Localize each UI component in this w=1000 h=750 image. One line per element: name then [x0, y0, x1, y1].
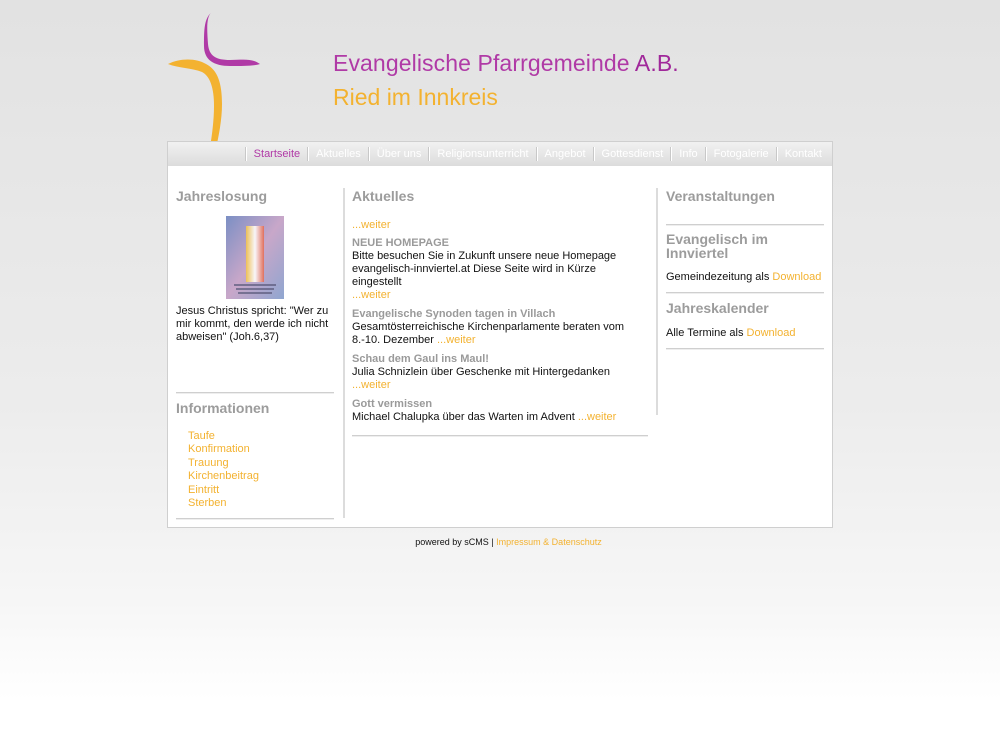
divider: [352, 435, 648, 437]
column-divider: [656, 188, 658, 415]
info-link-taufe[interactable]: Taufe: [188, 430, 215, 442]
informationen-list: [176, 430, 334, 510]
news-text: Gesamtösterreichische Kirchenparlamente beraten vom 8.-10. Dezember: [352, 321, 625, 346]
left-column: [176, 188, 334, 520]
footer: [0, 537, 1000, 547]
news-text: Bitte besuchen Sie in Zukunft unsere neue Homepage evangelisch-innviertel.at Diese Seite wird in Kürze eingestellt: [352, 250, 617, 288]
news-text-wrap: [352, 366, 648, 392]
info-link-sterben[interactable]: Sterben: [188, 497, 227, 510]
news-title: Schau dem Gaul ins Maul!: [352, 353, 489, 365]
jahreslosung-heading: Jahreslosung: [176, 188, 268, 204]
right-column: [666, 188, 824, 350]
news-text-wrap: [352, 321, 648, 347]
nav-item-info[interactable]: Info: [679, 148, 698, 160]
news-text-wrap: [352, 411, 648, 424]
informationen-heading: Informationen: [176, 400, 270, 416]
nav-item-startseite[interactable]: Startseite: [253, 148, 301, 160]
info-link-kirchenbeitrag[interactable]: Kirchenbeitrag: [188, 470, 259, 483]
aktuelles-more-link[interactable]: ...weiter: [352, 219, 391, 231]
divider: [666, 348, 824, 350]
news-more-link[interactable]: ...weiter: [352, 289, 391, 301]
news-more-link[interactable]: ...weiter: [352, 379, 391, 391]
jahreskalender-heading: Jahreskalender: [666, 300, 769, 316]
divider: [666, 224, 824, 226]
nav-item-fotogalerie[interactable]: Fotogalerie: [713, 148, 769, 160]
middle-column: [352, 188, 648, 437]
news-item: [352, 308, 648, 347]
news-text: Michael Chalupka über das Warten im Advent: [352, 411, 575, 423]
main-navigation: [167, 141, 833, 167]
site-title-main: Evangelische Pfarrgemeinde: [333, 50, 630, 76]
column-divider: [343, 188, 345, 518]
nav-items: [245, 142, 829, 166]
site-subtitle: Ried im Innkreis: [333, 84, 498, 110]
veranstaltungen-heading: Veranstaltungen: [666, 188, 775, 204]
info-link-konfirmation[interactable]: Konfirmation: [188, 443, 250, 456]
termine-label: Alle Termine als: [666, 327, 744, 339]
news-title: Evangelische Synoden tagen in Villach: [352, 308, 556, 320]
aktuelles-heading: Aktuelles: [352, 188, 415, 204]
news-text: Julia Schnizlein über Geschenke mit Hintergedanken: [352, 366, 611, 378]
news-more-link[interactable]: ...weiter: [577, 411, 617, 423]
site-title: [333, 50, 679, 77]
nav-item-kontakt[interactable]: Kontakt: [784, 148, 822, 160]
info-link-eintritt[interactable]: Eintritt: [188, 483, 220, 496]
gemeindezeitung-row: [666, 271, 824, 284]
footer-powered-by: powered by sCMS |: [415, 537, 494, 547]
footer-impressum-link[interactable]: Impressum & Datenschutz: [496, 537, 602, 547]
nav-item-angebot[interactable]: Angebot: [544, 148, 586, 160]
divider: [176, 518, 334, 520]
gemeindezeitung-download-link[interactable]: Download: [772, 271, 822, 283]
jahreslosung-text: Jesus Christus spricht: "Wer zu mir kommt, den werde ich nicht abweisen" (Joh.6,37): [176, 305, 329, 343]
site-title-suffix: A.B.: [634, 50, 679, 76]
news-title: Gott vermissen: [352, 398, 433, 410]
content-area: [167, 166, 833, 528]
jahreslosung-image[interactable]: [226, 216, 284, 299]
news-item: [352, 353, 648, 392]
divider: [666, 292, 824, 294]
info-link-trauung[interactable]: Trauung: [188, 456, 229, 469]
gemeindezeitung-label: Gemeindezeitung als: [666, 271, 770, 283]
nav-item-religionsunterricht[interactable]: Religionsunterricht: [437, 148, 529, 160]
news-item: [352, 237, 648, 302]
news-item: [352, 398, 648, 424]
termine-download-link[interactable]: Download: [746, 327, 796, 339]
termine-row: [666, 327, 824, 340]
nav-item-aktuelles[interactable]: Aktuelles: [316, 148, 361, 160]
evangelisch-heading: Evangelisch im Innviertel: [666, 231, 768, 261]
news-title: NEUE HOMEPAGE: [352, 237, 449, 249]
nav-item-ueber-uns[interactable]: Über uns: [376, 148, 422, 160]
nav-item-gottesdienst[interactable]: Gottesdienst: [601, 148, 664, 160]
news-more-link[interactable]: ...weiter: [437, 334, 476, 346]
divider: [176, 392, 334, 394]
